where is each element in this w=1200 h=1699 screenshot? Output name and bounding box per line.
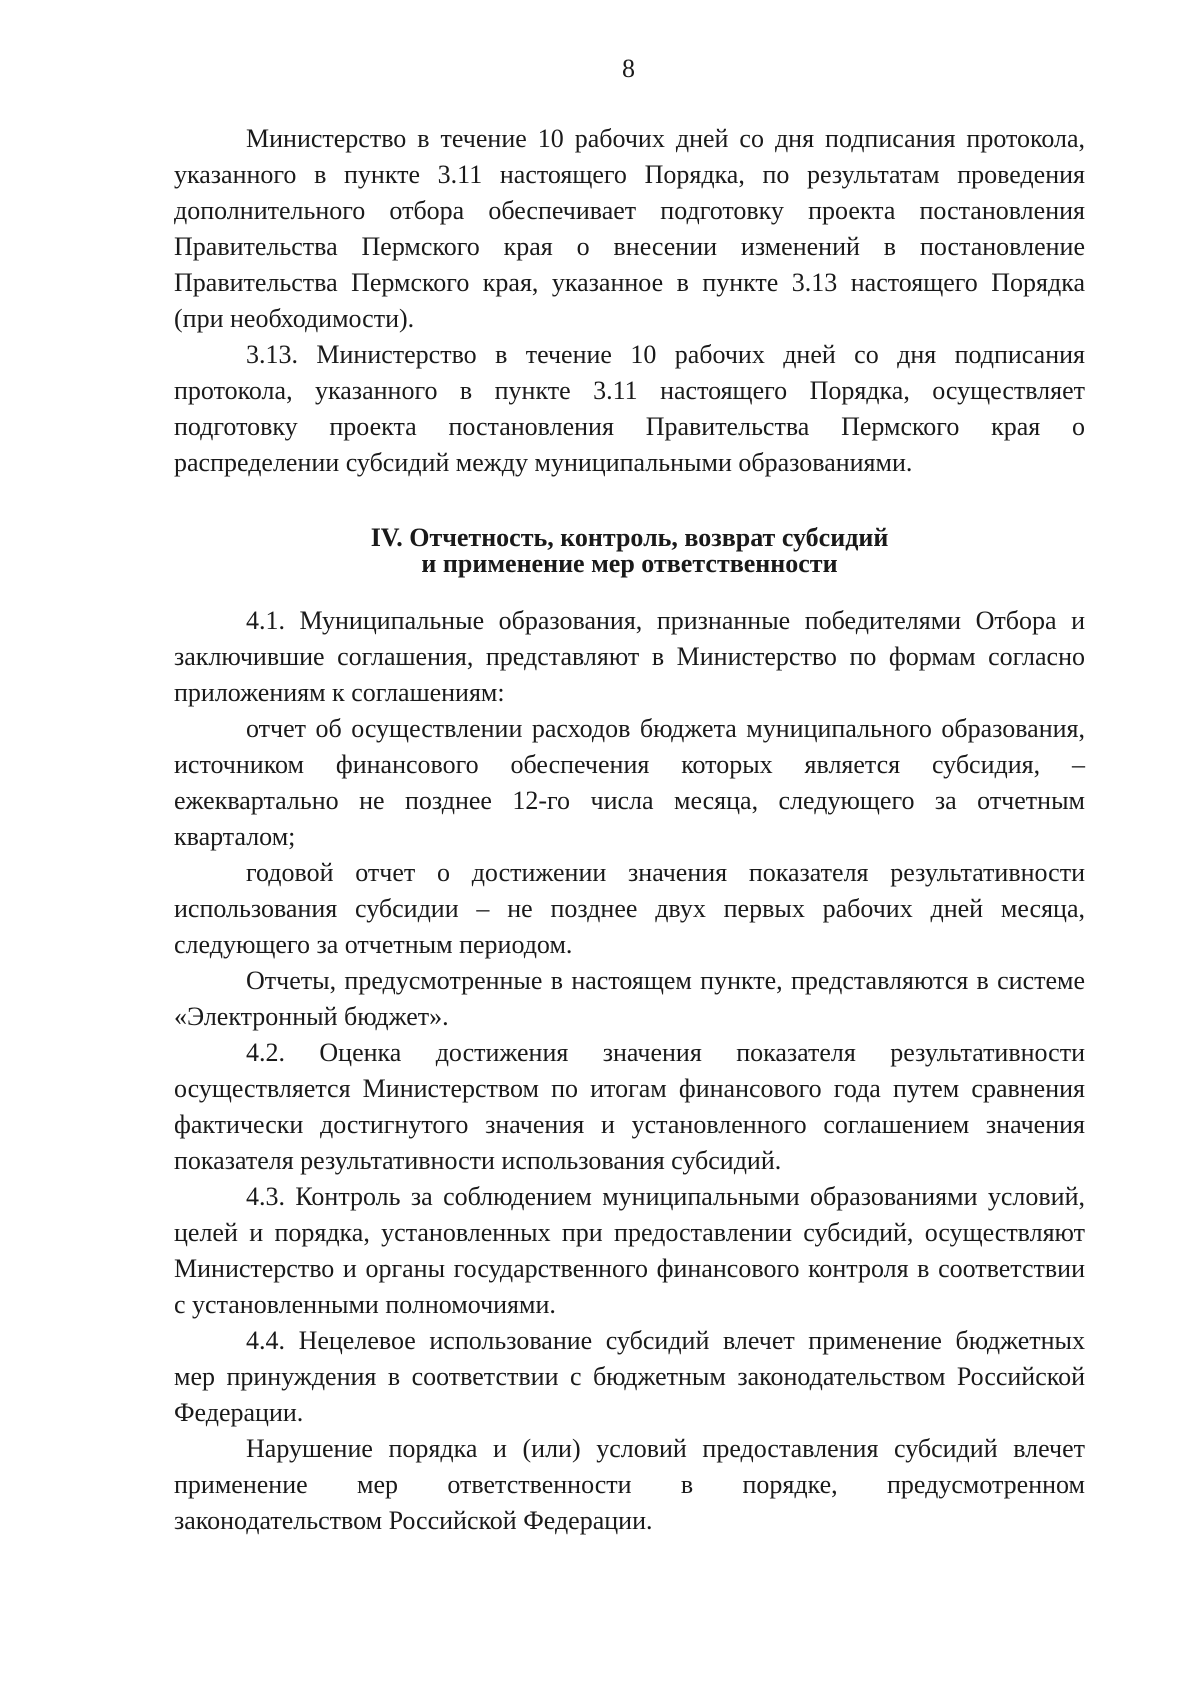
section-heading-line-1: IV. Отчетность, контроль, возврат субсидий xyxy=(370,523,889,552)
paragraph-annual-report: годовой отчет о достижении значения показателя результативности использования субсидии – не позднее двух первых рабочих дней месяца, следующего за отчетным периодом. xyxy=(174,858,1085,959)
paragraph-quarterly-report: отчет об осуществлении расходов бюджета муниципального образования, источником финансового обеспечения которых является субсидия, – ежеквартально не позднее 12-го числа месяца, следующего за отчетным кварталом; xyxy=(174,714,1085,851)
paragraph-3-13: 3.13. Министерство в течение 10 рабочих дней со дня подписания протокола, указанного в пункте 3.11 настоящего Порядка, осуществляет подготовку проекта постановления Правительства Пермского края о распределении субсидий между муниципальными образованиями. xyxy=(174,340,1085,477)
page-number: 8 xyxy=(622,54,635,83)
paragraph-4-3: 4.3. Контроль за соблюдением муниципальными образованиями условий, целей и порядка, установленных при предоставлении субсидий, осуществляют Министерство и органы государственного финансового контроля в соответствии с установленными полномочиями. xyxy=(174,1182,1085,1319)
paragraph-electronic-budget: Отчеты, предусмотренные в настоящем пункте, представляются в системе «Электронный бюджет». xyxy=(174,966,1085,1031)
paragraph-4-2: 4.2. Оценка достижения значения показателя результативности осуществляется Министерством по итогам финансового года путем сравнения фактически достигнутого значения и установленного соглашением значения показателя результативности использования субсидий. xyxy=(174,1038,1085,1175)
paragraph-4-1: 4.1. Муниципальные образования, признанные победителями Отбора и заключившие соглашения, представляют в Министерство по формам согласно приложениям к соглашениям: xyxy=(174,606,1085,707)
paragraph-violation-liability: Нарушение порядка и (или) условий предоставления субсидий влечет применение мер ответственности в порядке, предусмотренном законодательством Российской Федерации. xyxy=(174,1434,1085,1535)
paragraph-ministry-additional-selection: Министерство в течение 10 рабочих дней со дня подписания протокола, указанного в пункте 3.11 настоящего Порядка, по результатам проведения дополнительного отбора обеспечивает подготовку проекта постановления Правительства Пермского края о внесении изменений в постановление Правительства Пермского края, указанное в пункте 3.13 настоящего Порядка (при необходимости). xyxy=(174,124,1085,333)
section-heading-line-2: и применение мер ответственности xyxy=(421,549,838,578)
document-body xyxy=(174,121,1085,1539)
section-heading xyxy=(174,525,1085,577)
paragraph-4-4: 4.4. Нецелевое использование субсидий влечет применение бюджетных мер принуждения в соответствии с бюджетным законодательством Российской Федерации. xyxy=(174,1326,1085,1427)
